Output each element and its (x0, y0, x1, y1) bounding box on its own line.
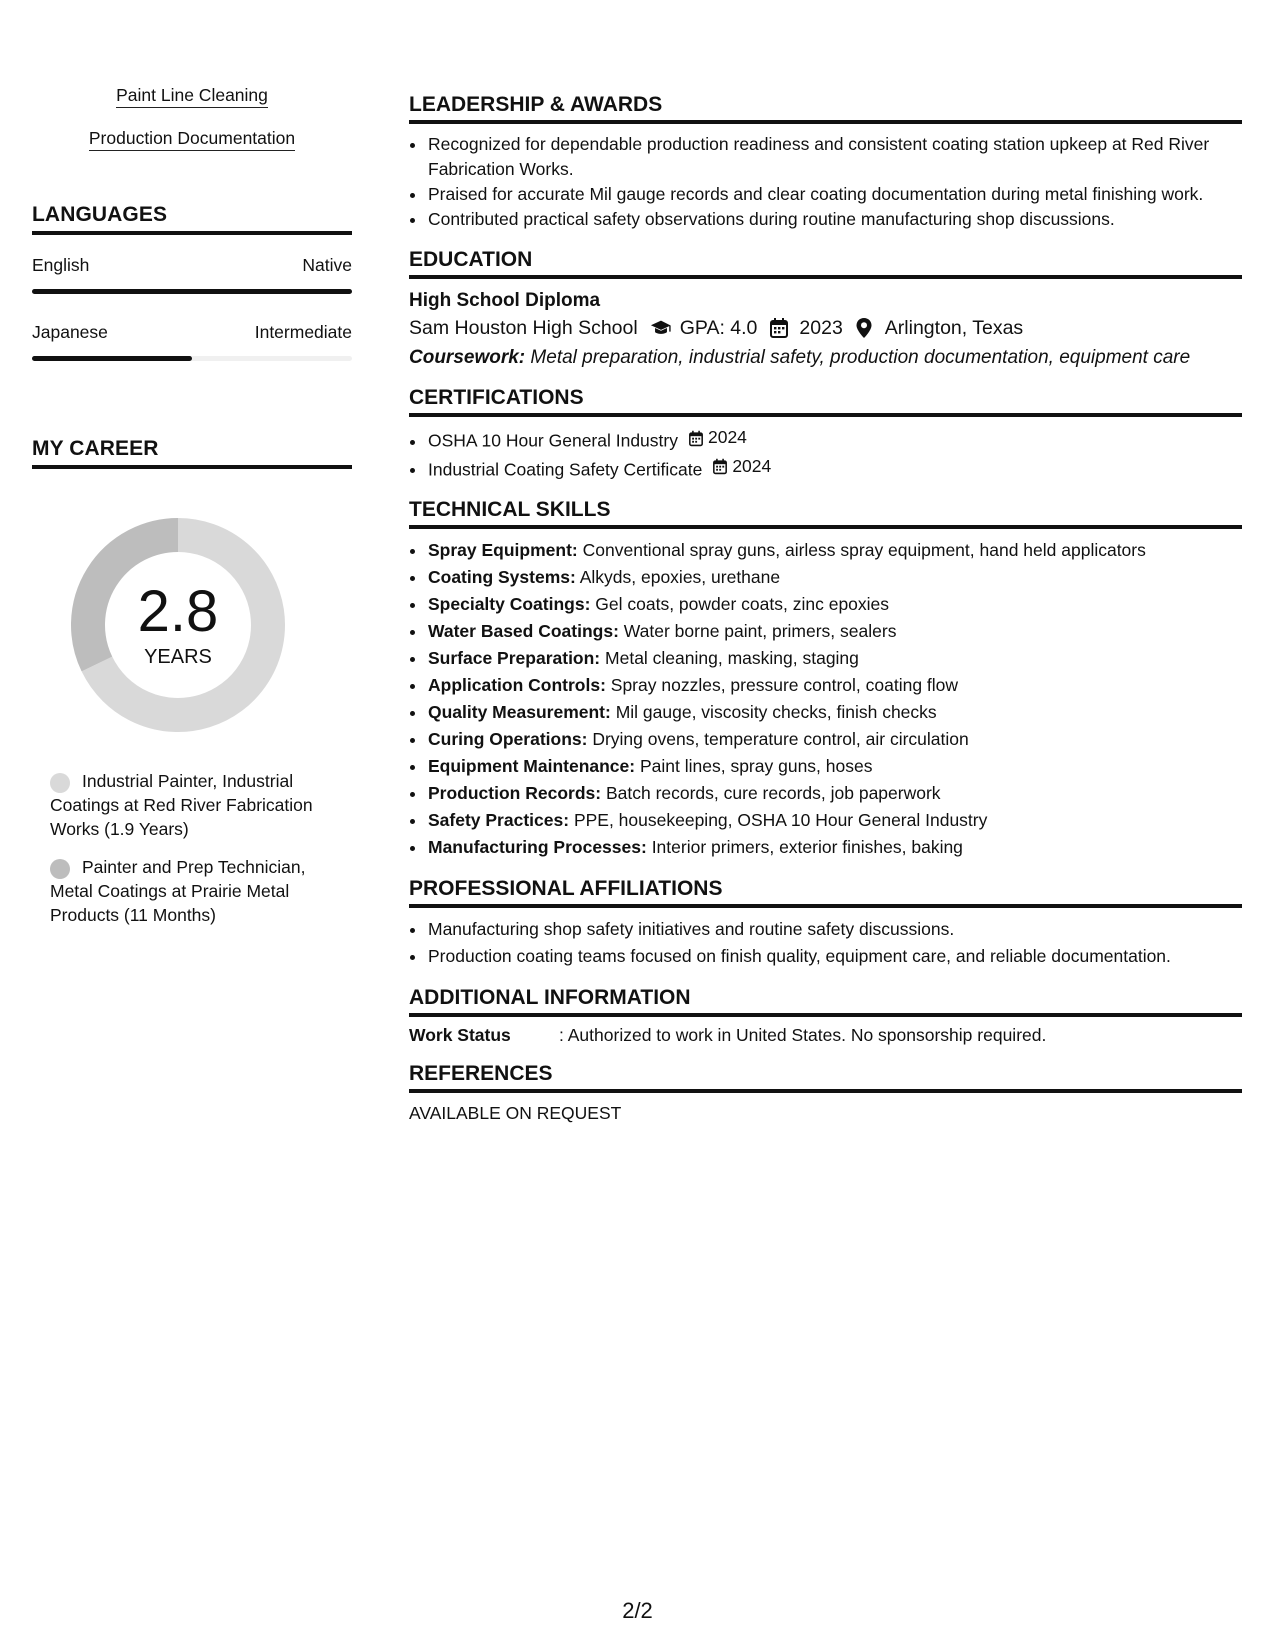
education-details (409, 314, 1242, 342)
education-degree: High School Diploma (409, 290, 601, 311)
references-heading: REFERENCES (409, 1062, 1242, 1093)
certification-item (427, 425, 1242, 454)
technical-skill-values: Gel coats, powder coats, zinc epoxies (595, 594, 890, 614)
technical-skill-values: Batch records, cure records, job paperwork (605, 783, 941, 803)
skill-tag-label: Paint Line Cleaning (116, 85, 268, 108)
language-row (32, 255, 352, 276)
list-item: • Recognized for dependable production readiness and consistent coating station upkeep at Red River Fabrication Works. (427, 132, 1242, 182)
technical-skill-item (427, 834, 1242, 861)
education-coursework (409, 345, 1242, 370)
leadership-list (409, 132, 1242, 232)
calendar-icon (769, 317, 791, 339)
work-status-row (409, 1025, 1242, 1046)
skill-tag (32, 127, 352, 149)
technical-skill-item (427, 564, 1242, 591)
technical-skill-item (427, 753, 1242, 780)
certification-year: 2024 (732, 455, 772, 476)
additional-info-section (409, 986, 1242, 1046)
language-name: English (32, 255, 90, 275)
page-number: 2/2 (622, 1598, 653, 1623)
education-location: Arlington, Texas (884, 317, 1024, 339)
coursework-text: Metal preparation, industrial safety, production documentation, equipment care (530, 347, 1191, 368)
affiliations-section (409, 877, 1242, 970)
technical-skill-item (427, 726, 1242, 753)
language-row (32, 322, 352, 343)
list-item: • Contributed practical safety observations during routine manufacturing shop discussions. (427, 207, 1242, 232)
skill-tag-label: Production Documentation (89, 128, 295, 151)
technical-skill-category: Surface Preparation: (428, 648, 601, 668)
career-donut (58, 505, 298, 745)
technical-skill-values: Water borne paint, primers, sealers (623, 621, 897, 641)
technical-skill-category: Quality Measurement: (428, 702, 611, 722)
coursework-label: Coursework: (409, 347, 526, 368)
technical-skills-section (409, 498, 1242, 861)
technical-skill-values: Alkyds, epoxies, urethane (579, 567, 781, 587)
technical-skill-values: PPE, housekeeping, OSHA 10 Hour General Industry (573, 810, 988, 830)
language-bar-fill (32, 289, 352, 294)
technical-skill-values: Spray nozzles, pressure control, coating flow (610, 675, 959, 695)
list-item: • Production coating teams focused on finish quality, equipment care, and reliable documentation. (427, 943, 1242, 970)
technical-skill-category: Production Records: (428, 783, 602, 803)
affiliations-heading: PROFESSIONAL AFFILIATIONS (409, 877, 1242, 908)
career-total-years: 2.8 (137, 578, 219, 644)
technical-skill-item (427, 645, 1242, 672)
technical-skill-category: Water Based Coatings: (428, 621, 619, 641)
career-heading: MY CAREER (32, 437, 352, 469)
technical-skill-category: Coating Systems: (428, 567, 576, 587)
graduation-cap-icon (650, 317, 672, 339)
technical-skill-category: Spray Equipment: (428, 540, 578, 560)
technical-skill-values: Interior primers, exterior finishes, baking (651, 837, 963, 857)
list-item: • Manufacturing shop safety initiatives and routine safety discussions. (427, 916, 1242, 943)
technical-skill-category: Specialty Coatings: (428, 594, 591, 614)
technical-skill-category: Safety Practices: (428, 810, 570, 830)
career-item (50, 855, 352, 927)
technical-skill-item (427, 618, 1242, 645)
references-section (409, 1062, 1242, 1124)
leadership-heading: LEADERSHIP & AWARDS (409, 93, 1242, 124)
language-level: Intermediate (254, 322, 352, 342)
languages-section (32, 203, 352, 361)
work-status-value: : Authorized to work in United States. No sponsorship required. (559, 1025, 1047, 1045)
education-gpa: GPA: 4.0 (679, 317, 758, 339)
technical-skill-category: Manufacturing Processes: (428, 837, 647, 857)
sidebar (32, 84, 352, 927)
work-status-label: Work Status (409, 1025, 511, 1045)
languages-heading: LANGUAGES (32, 203, 352, 235)
education-section (409, 248, 1242, 370)
technical-skill-item (427, 780, 1242, 807)
language-bar (32, 289, 352, 294)
technical-skill-values: Drying ovens, temperature control, air circulation (592, 729, 969, 749)
language-level: Native (302, 255, 352, 275)
career-item-label: Painter and Prep Technician, Metal Coatings at Prairie Metal Products (11 Months) (50, 857, 306, 925)
career-donut-center (58, 505, 298, 745)
technical-skill-item (427, 672, 1242, 699)
career-list (50, 769, 352, 927)
technical-skill-values: Conventional spray guns, airless spray equipment, hand held applicators (582, 540, 1146, 560)
calendar-icon (712, 458, 728, 474)
technical-skill-category: Curing Operations: (428, 729, 588, 749)
career-legend-dot (50, 859, 70, 879)
career-section (32, 437, 352, 927)
certification-year: 2024 (707, 427, 747, 447)
main-content (409, 93, 1242, 1140)
education-school: Sam Houston High School (409, 317, 638, 339)
technical-skills-list (409, 537, 1242, 861)
certification-name: Industrial Coating Safety Certificate (428, 459, 703, 479)
technical-skill-values: Mil gauge, viscosity checks, finish checks (615, 702, 937, 722)
references-text: AVAILABLE ON REQUEST (409, 1103, 622, 1123)
affiliations-list (409, 916, 1242, 970)
language-bar (32, 356, 352, 361)
technical-skill-category: Equipment Maintenance: (428, 756, 636, 776)
list-item: • Praised for accurate Mil gauge records and clear coating documentation during metal finishing work. (427, 182, 1242, 207)
technical-skill-values: Paint lines, spray guns, hoses (639, 756, 873, 776)
career-item-label: Industrial Painter, Industrial Coatings at Red River Fabrication Works (1.9 Years) (50, 771, 313, 839)
certifications-heading: CERTIFICATIONS (409, 386, 1242, 417)
additional-info-heading: ADDITIONAL INFORMATION (409, 986, 1242, 1017)
technical-skill-category: Application Controls: (428, 675, 606, 695)
calendar-icon (688, 430, 704, 446)
certifications-list (409, 425, 1242, 482)
career-item (50, 769, 352, 841)
technical-skill-item (427, 699, 1242, 726)
language-bar-fill (32, 356, 192, 361)
technical-skills-heading: TECHNICAL SKILLS (409, 498, 1242, 529)
technical-skill-values: Metal cleaning, masking, staging (605, 648, 859, 668)
career-legend-dot (50, 773, 70, 793)
skill-tag (32, 84, 352, 106)
technical-skill-item (427, 591, 1242, 618)
location-pin-icon (855, 317, 877, 339)
career-total-unit: YEARS (144, 645, 212, 668)
education-heading: EDUCATION (409, 248, 1242, 279)
certifications-section (409, 386, 1242, 482)
technical-skill-item (427, 537, 1242, 564)
language-name: Japanese (32, 322, 108, 342)
education-year: 2023 (799, 317, 843, 339)
certification-item (427, 454, 1242, 483)
certification-name: OSHA 10 Hour General Industry (428, 430, 678, 451)
technical-skill-item (427, 807, 1242, 834)
leadership-section (409, 93, 1242, 232)
